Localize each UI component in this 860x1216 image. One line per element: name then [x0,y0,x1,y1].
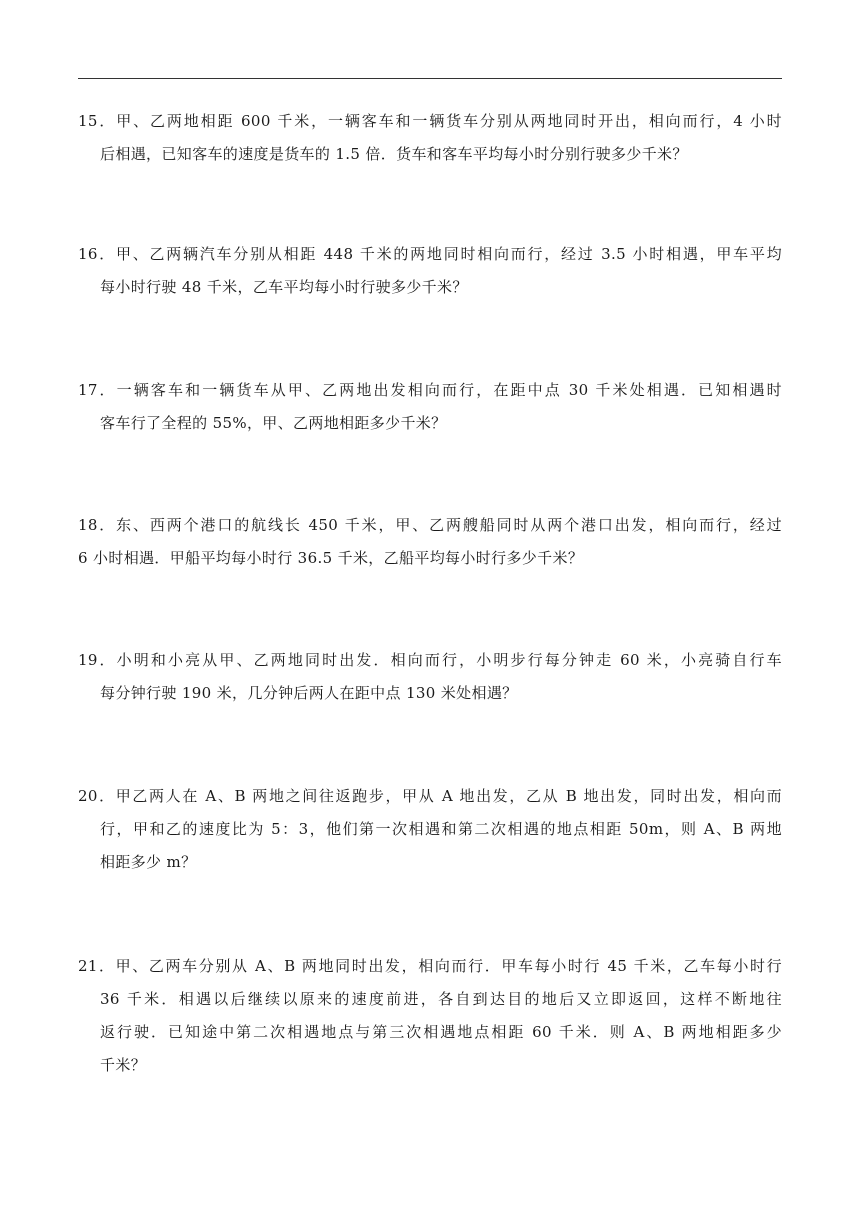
problem-21-line-3: 返行驶．已知途中第二次相遇地点与第三次相遇地点相距 60 千米．则 A、B 两地相距多少 [100,1023,782,1041]
problem-21-line-4: 千米？ [100,1056,147,1074]
problem-15-line-1: 15．甲、乙两地相距 600 千米，一辆客车和一辆货车分别从两地同时开出，相向而行，4 小时 [78,112,782,130]
header-divider [78,78,782,79]
problem-20-line-2: 行，甲和乙的速度比为 5：3，他们第一次相遇和第二次相遇的地点相距 50m，则 A、B 两地 [100,820,782,838]
problem-18-line-1: 18．东、西两个港口的航线长 450 千米，甲、乙两艘船同时从两个港口出发，相向而行，经过 [78,516,782,534]
problem-20 [78,780,782,879]
problem-19-line-2: 每分钟行驶 190 米，几分钟后两人在距中点 130 米处相遇？ [100,684,518,702]
problem-17 [78,374,782,440]
problem-18-line-2: 6 小时相遇．甲船平均每小时行 36.5 千米，乙船平均每小时行多少千米？ [78,549,584,567]
problem-15-line-2: 后相遇，已知客车的速度是货车的 1.5 倍．货车和客车平均每小时分别行驶多少千米？ [100,145,688,163]
problem-15 [78,105,782,171]
problem-16-line-1: 16．甲、乙两辆汽车分别从相距 448 千米的两地同时相向而行，经过 3.5 小时相遇，甲车平均 [78,245,782,263]
problem-17-line-1: 17．一辆客车和一辆货车从甲、乙两地出发相向而行，在距中点 30 千米处相遇．已知相遇时 [78,381,782,399]
problem-19-line-1: 19．小明和小亮从甲、乙两地同时出发．相向而行，小明步行每分钟走 60 米，小亮骑自行车 [78,651,782,669]
problem-16 [78,238,782,304]
problem-20-line-3: 相距多少 m？ [100,853,197,871]
problem-16-line-2: 每小时行驶 48 千米，乙车平均每小时行驶多少千米？ [100,278,468,296]
problem-20-line-1: 20．甲乙两人在 A、B 两地之间往返跑步，甲从 A 地出发，乙从 B 地出发，同时出发，相向而 [78,787,782,805]
problem-21 [78,950,782,1082]
problem-18 [78,509,782,575]
problem-21-line-1: 21．甲、乙两车分别从 A、B 两地同时出发，相向而行．甲车每小时行 45 千米，乙车每小时行 [78,957,782,975]
problem-17-line-2: 客车行了全程的 55%，甲、乙两地相距多少千米？ [100,414,447,432]
problem-21-line-2: 36 千米．相遇以后继续以原来的速度前进，各自到达目的地后又立即返回，这样不断地往 [100,990,782,1008]
problem-19 [78,644,782,710]
